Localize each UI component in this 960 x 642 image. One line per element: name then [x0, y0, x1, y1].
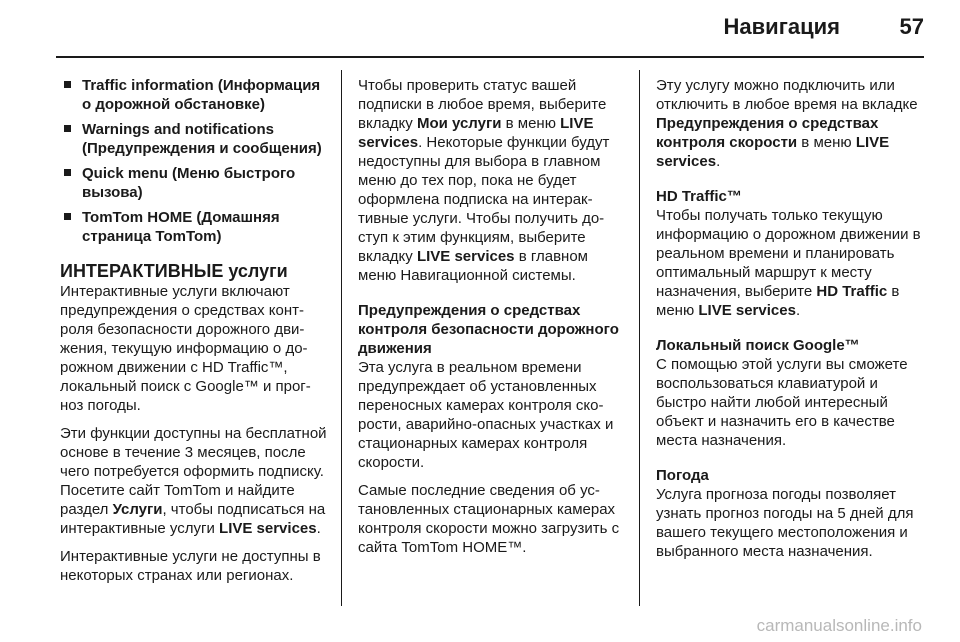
text: . Некоторые функции будут недоступны для выбора в главном меню до тех пор, пока не будет оформлена подписка на интерактивные услуги. Чтобы получить доступ к этим функциям, выберите вкладку: [358, 134, 610, 265]
text: в меню: [501, 115, 561, 132]
subsection-heading: Погода: [656, 467, 709, 484]
text: Чтобы проверить статус вашей подписки в любое время, выберите вкладку: [358, 77, 607, 132]
column-divider-2: [639, 70, 640, 606]
text-bold: LIVE services: [358, 115, 594, 151]
list-item: [60, 120, 328, 158]
text: .: [716, 153, 721, 170]
list-item: [60, 76, 328, 114]
text: Чтобы получать только текущую информацию о дорожном движении в реальном времени и планировать оптимальный маршрут к месту назначения, выберите: [656, 207, 921, 300]
bullet-square-icon: [64, 169, 71, 176]
list-item: [60, 164, 328, 202]
paragraph: [656, 206, 926, 320]
header-rule: [56, 56, 924, 58]
text-bold: Услуги: [112, 501, 163, 518]
column-divider-1: [341, 70, 342, 606]
text: Эту услугу можно подключить или отключить в любое время на вкладке: [656, 77, 918, 113]
paragraph: [358, 76, 628, 285]
text: .: [795, 302, 801, 319]
paragraph: [60, 424, 328, 538]
text-bold: LIVE services: [698, 302, 796, 319]
list-item-text: Quick menu (Меню быстрого вызова): [82, 165, 296, 201]
text: Эти функции доступны на бесплатной основе в течение 3 месяцев, после чего потребуется оформить подписку. Посетите сайт TomTom и найдите раздел: [60, 425, 327, 518]
text: , чтобы подписаться на интерактивные услуги: [60, 501, 326, 537]
watermark: carmanualsonline.info: [756, 616, 922, 635]
text: в главном меню Навигационной системы.: [358, 248, 588, 284]
text-bold: HD Traffic: [816, 283, 888, 300]
list-item-text: Warnings and notifications (Предупреждения и сообщения): [82, 121, 322, 157]
subsection-heading: Предупреждения о средствах контроля безопасности дорожного движения: [358, 302, 619, 357]
paragraph: [656, 76, 926, 171]
subsection-heading: Локальный поиск Google™: [656, 337, 860, 354]
column-3: [656, 76, 926, 570]
paragraph: С помощью этой услуги вы сможете воспользоваться клавиатурой и быстро найти любой интересный объект и назначить его в качестве места назначения.: [656, 356, 908, 449]
column-2: [358, 76, 628, 566]
text: в меню: [656, 283, 900, 319]
text-bold: LIVE services: [416, 248, 515, 265]
list-item-text: TomTom HOME (Домашняя страница TomTom): [82, 209, 280, 245]
text-bold: LIVE services: [219, 520, 317, 537]
bullet-square-icon: [64, 81, 71, 88]
paragraph: Эта услуга в реальном времени предупреждает об установленных переносных камерах контроля скорости, аварийно-опасных участках и стационарных камерах контроля скорости.: [358, 359, 614, 471]
text: .: [316, 520, 321, 537]
bullet-square-icon: [64, 125, 71, 132]
paragraph: Интерактивные услуги включают предупреждения о средствах контроля безопасности дорожного движения, текущую информацию о дорожном движении с HD Traffic™, локальный поиск с Google™ и прогноз погоды.: [60, 283, 311, 414]
column-1: [60, 76, 328, 594]
text: в меню: [797, 134, 856, 151]
paragraph: Самые последние сведения об установленных стационарных камерах контроля скорости можно загрузить с сайта TomTom HOME™.: [358, 482, 620, 556]
list-item: [60, 208, 328, 246]
list-item-text: Traffic information (Информация о дорожной обстановке): [82, 77, 321, 113]
page-number: 57: [899, 14, 924, 39]
paragraph: Интерактивные услуги не доступны в некоторых странах или регионах.: [60, 548, 321, 584]
page-header-title: Навигация: [723, 14, 840, 39]
paragraph: Услуга прогноза погоды позволяет узнать прогноз погоды на 5 дней для вашего текущего местоположения и выбранного места назначения.: [656, 486, 914, 560]
text-bold: Мои услуги: [416, 115, 502, 132]
text-bold: Предупреждения о средствах контроля скорости: [656, 115, 879, 151]
bullet-square-icon: [64, 213, 71, 220]
text-bold: LIVE services: [656, 134, 890, 170]
subsection-heading: HD Traffic™: [656, 188, 742, 205]
feature-list: [60, 76, 328, 246]
section-heading: ИНТЕРАКТИВНЫЕ услуги: [60, 261, 288, 281]
